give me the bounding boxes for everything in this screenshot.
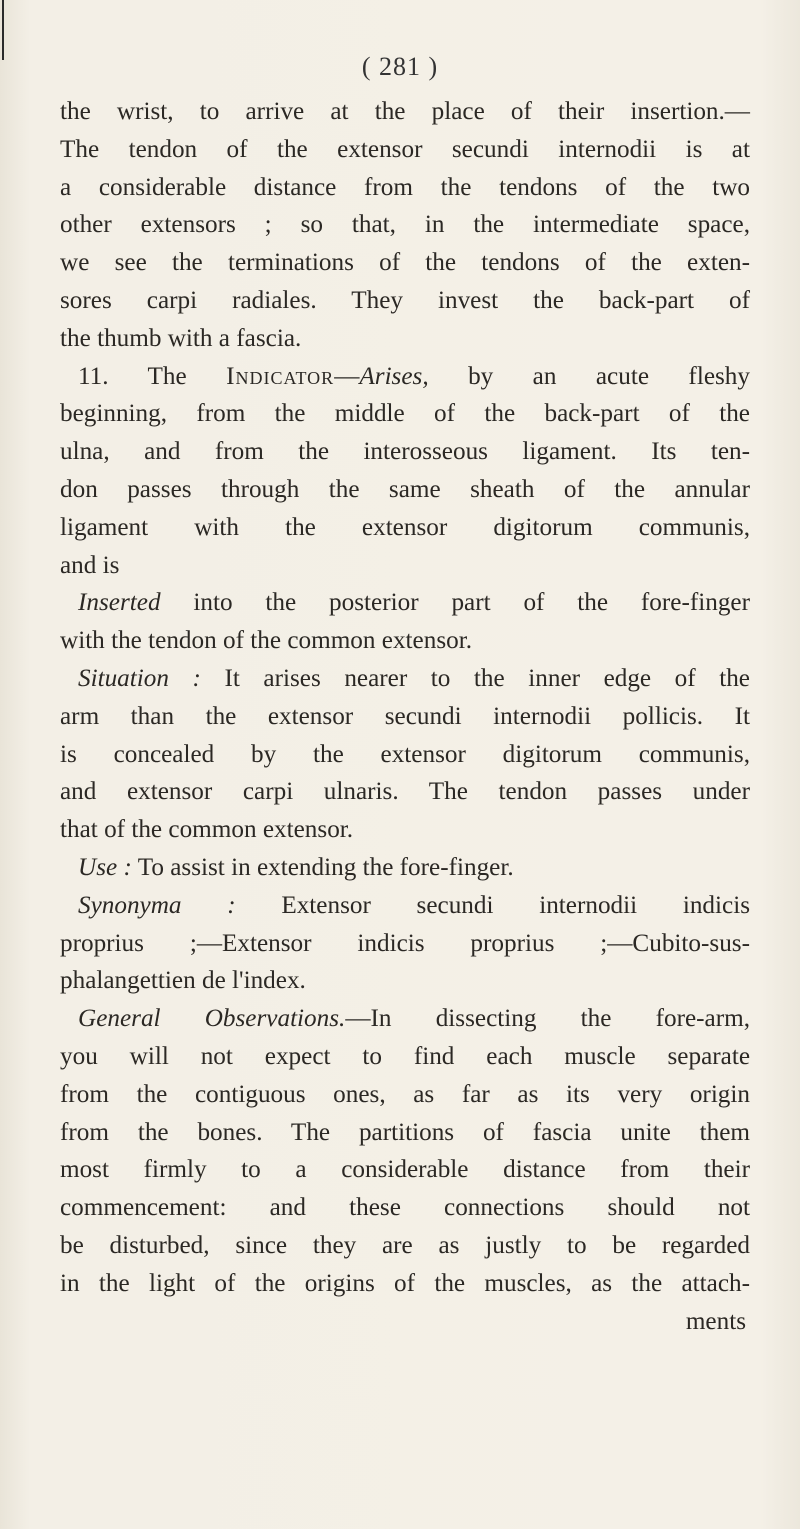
text-line — [60, 887, 750, 925]
text-line — [60, 962, 750, 1000]
text-run: you will not expect to find each muscle separate — [60, 1042, 750, 1070]
body-text — [60, 93, 750, 1340]
text-run: Extensor secundi internodii indicis — [235, 891, 750, 919]
text-run: from the contiguous ones, as far as its very origin — [60, 1080, 750, 1108]
text-run: and is — [60, 551, 120, 579]
text-line — [60, 849, 750, 887]
italic-run: Use : — [78, 853, 132, 881]
text-line — [60, 1000, 750, 1038]
text-line — [60, 395, 750, 433]
text-run: the thumb with a fascia. — [60, 324, 302, 352]
text-line — [60, 660, 750, 698]
text-run: The tendon of the extensor secundi internodii is at — [60, 135, 750, 163]
text-line — [60, 1038, 750, 1076]
text-run: —In dissecting the fore-arm, — [345, 1005, 750, 1033]
text-line — [60, 358, 750, 396]
text-line — [60, 698, 750, 736]
text-line — [60, 206, 750, 244]
text-run: into the posterior part of the fore-finger — [160, 589, 750, 617]
text-line — [60, 925, 750, 963]
text-run: the wrist, to arrive at the place of their insertion.— — [60, 98, 750, 125]
text-line — [60, 471, 750, 509]
text-run: 11. The — [78, 362, 227, 390]
text-run: ulna, and from the interosseous ligament. Its ten- — [60, 438, 750, 466]
text-line — [60, 244, 750, 282]
text-run: sores carpi radiales. They invest the back-part of — [60, 286, 750, 314]
text-run: arm than the extensor secundi internodii pollicis. It — [60, 702, 750, 730]
text-run: don passes through the same sheath of the annular — [60, 475, 750, 503]
text-run: be disturbed, since they are as justly to be regarded — [60, 1231, 750, 1259]
catchword: ments — [685, 1307, 746, 1335]
text-run: from the bones. The partitions of fascia unite them — [60, 1118, 750, 1146]
text-run: — — [334, 362, 360, 390]
text-line — [60, 509, 750, 547]
text-line — [60, 169, 750, 207]
text-line — [60, 433, 750, 471]
italic-run: Arises, — [359, 362, 429, 390]
text-run: ligament with the extensor digitorum communis, — [60, 513, 750, 541]
text-line — [60, 1265, 750, 1303]
text-run: and extensor carpi ulnaris. The tendon passes under — [60, 778, 750, 806]
text-run: phalangettien de l'index. — [60, 967, 306, 995]
text-run: proprius ;—Extensor indicis proprius ;—Cubito-sus- — [60, 929, 750, 957]
text-run: It arises nearer to the inner edge of the — [200, 664, 750, 692]
italic-run: Situation : — [78, 664, 201, 692]
text-run: a considerable distance from the tendons of the two — [60, 173, 750, 201]
text-line — [60, 1227, 750, 1265]
text-line — [60, 736, 750, 774]
text-run: beginning, from the middle of the back-part of the — [60, 400, 750, 428]
text-run: by an acute fleshy — [428, 362, 750, 390]
page-edge-mark — [2, 0, 4, 60]
text-line — [60, 1114, 750, 1152]
text-line — [60, 584, 750, 622]
italic-run: General Observations. — [78, 1005, 346, 1033]
page-number: ( 281 ) — [361, 52, 439, 81]
text-line — [60, 1151, 750, 1189]
text-line — [60, 1189, 750, 1227]
text-run: other extensors ; so that, in the intermediate space, — [60, 211, 750, 239]
text-line — [60, 1076, 750, 1114]
italic-run: Synonyma : — [78, 891, 236, 919]
text-line — [60, 93, 750, 131]
text-line — [60, 622, 750, 660]
text-run: most firmly to a considerable distance from their — [60, 1156, 750, 1184]
text-run: commencement: and these connections should not — [60, 1194, 750, 1222]
italic-run: Inserted — [78, 589, 161, 617]
text-run: that of the common extensor. — [60, 816, 354, 844]
small-caps-run: Indicator — [226, 362, 335, 390]
text-run: with the tendon of the common extensor. — [60, 627, 473, 655]
text-line — [60, 773, 750, 811]
text-run: To assist in extending the fore-finger. — [131, 853, 514, 881]
text-line — [60, 811, 750, 849]
text-run: in the light of the origins of the muscles, as the attach- — [60, 1269, 750, 1297]
text-line — [60, 320, 750, 358]
text-run: is concealed by the extensor digitorum communis, — [60, 740, 750, 768]
text-run: we see the terminations of the tendons of the exten- — [60, 249, 750, 277]
text-line — [60, 131, 750, 169]
text-line — [60, 547, 750, 585]
text-line — [60, 282, 750, 320]
